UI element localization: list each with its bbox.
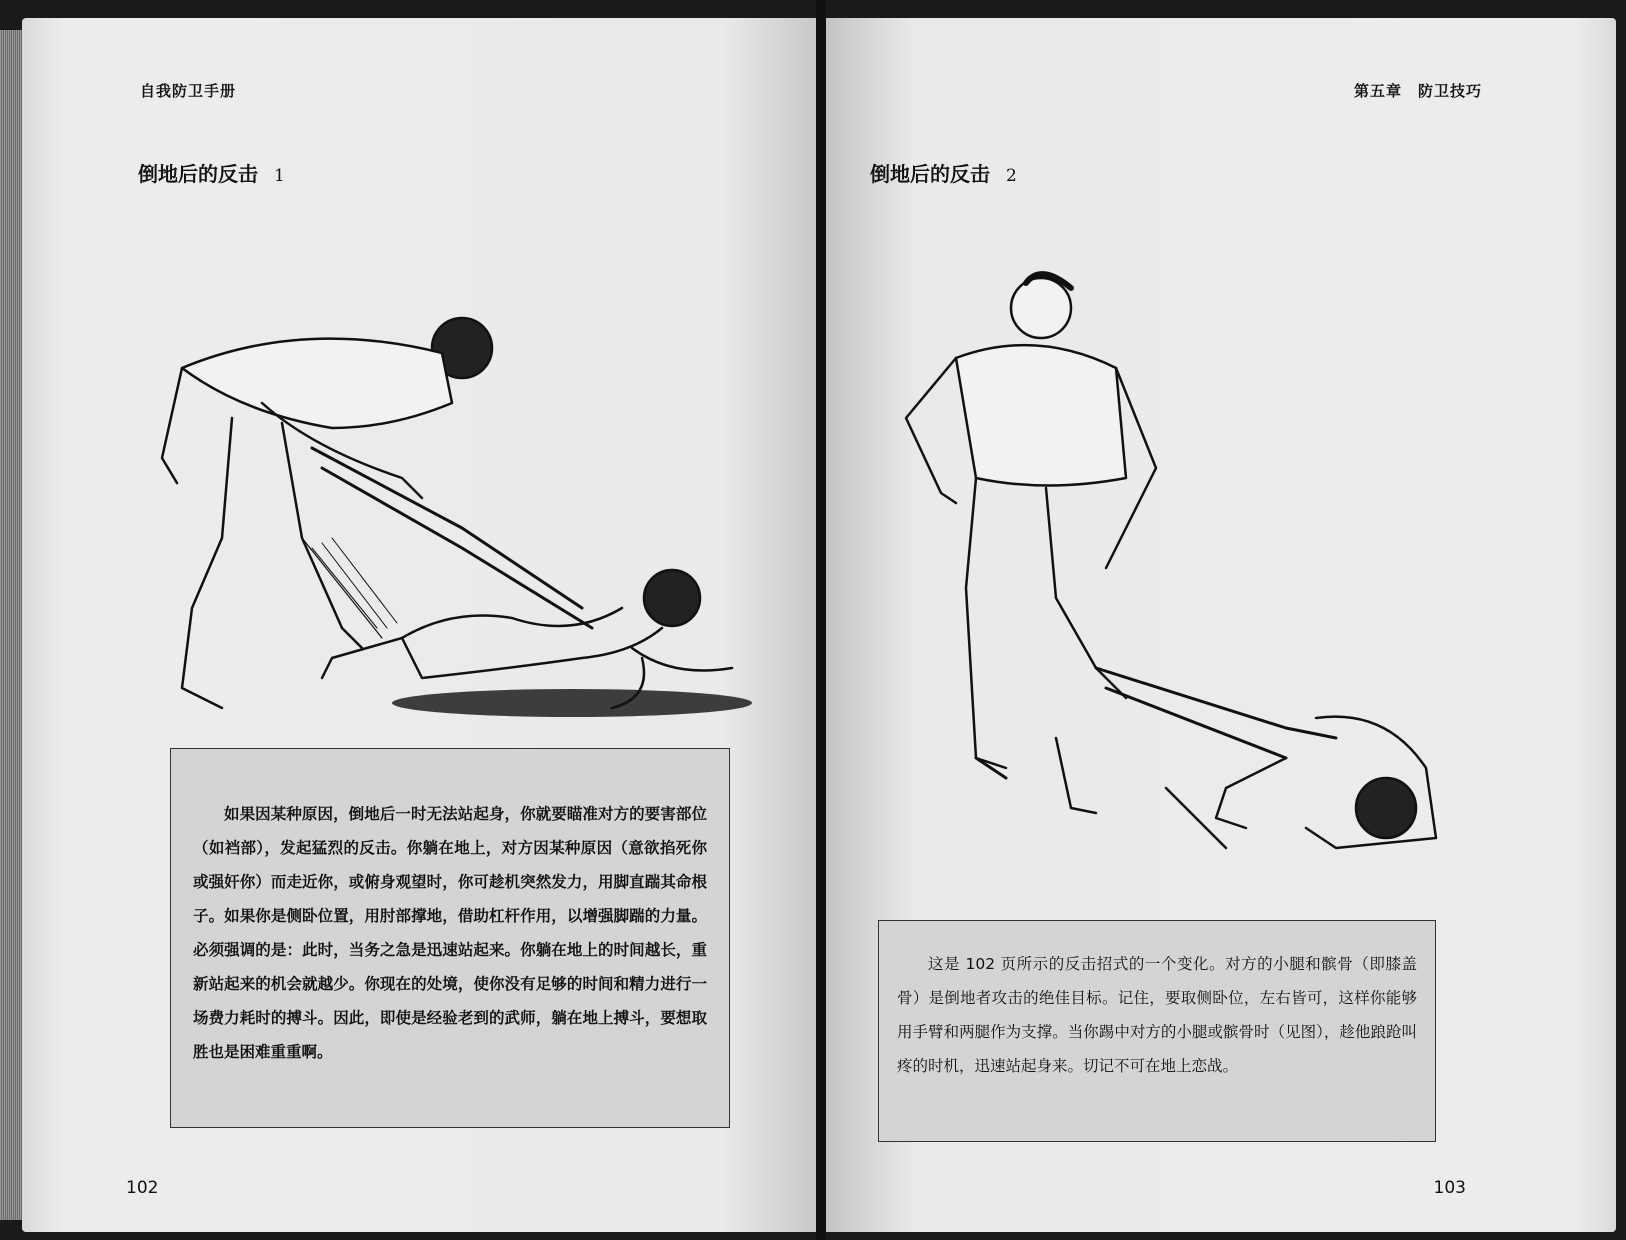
section-title-text: 倒地后的反击 [870,162,990,186]
text-box [170,748,730,1128]
running-head: 自我防卫手册 [140,82,237,100]
illustration-kick-from-ground [152,308,792,738]
right-page [826,18,1616,1232]
text-box [878,920,1436,1142]
page-number: 103 [1433,1178,1466,1198]
left-page [22,18,816,1232]
section-title [138,158,285,187]
section-number: 1 [274,166,285,186]
running-head: 第五章 防卫技巧 [1353,82,1482,100]
illustration-kick-to-knee [866,268,1506,928]
page-number: 102 [126,1178,159,1198]
section-number: 2 [1006,166,1017,186]
body-text: 这是 102 页所示的反击招式的一个变化。对方的小腿和髌骨（即膝盖骨）是倒地者攻击的绝佳目标。记住，要取侧卧位，左右皆可，这样你能够用手臂和两腿作为支撑。当你踢中对方的小腿或髌骨时（见图），趁他踉跄叫疼的时机，迅速站起身来。切记不可在地上恋战。 [897,955,1417,1075]
page-edge [0,30,22,1220]
book-spine [816,0,826,1240]
section-title-text: 倒地后的反击 [138,162,258,186]
section-title [870,158,1017,187]
body-text: 如果因某种原因，倒地后一时无法站起身，你就要瞄准对方的要害部位（如裆部），发起猛烈的反击。你躺在地上，对方因某种原因（意欲掐死你或强奸你）而走近你，或俯身观望时，你可趁机突然发力，用脚直踹其命根子。如果你是侧卧位置，用肘部撑地，借助杠杆作用，以增强脚踹的力量。必须强调的是：此时，当务之急是迅速站起来。你躺在地上的时间越长，重新站起来的机会就越少。你现在的处境，使你没有足够的时间和精力进行一场费力耗时的搏斗。因此，即使是经验老到的武师，躺在地上搏斗，要想取胜也是困难重重啊。 [193,805,707,1061]
